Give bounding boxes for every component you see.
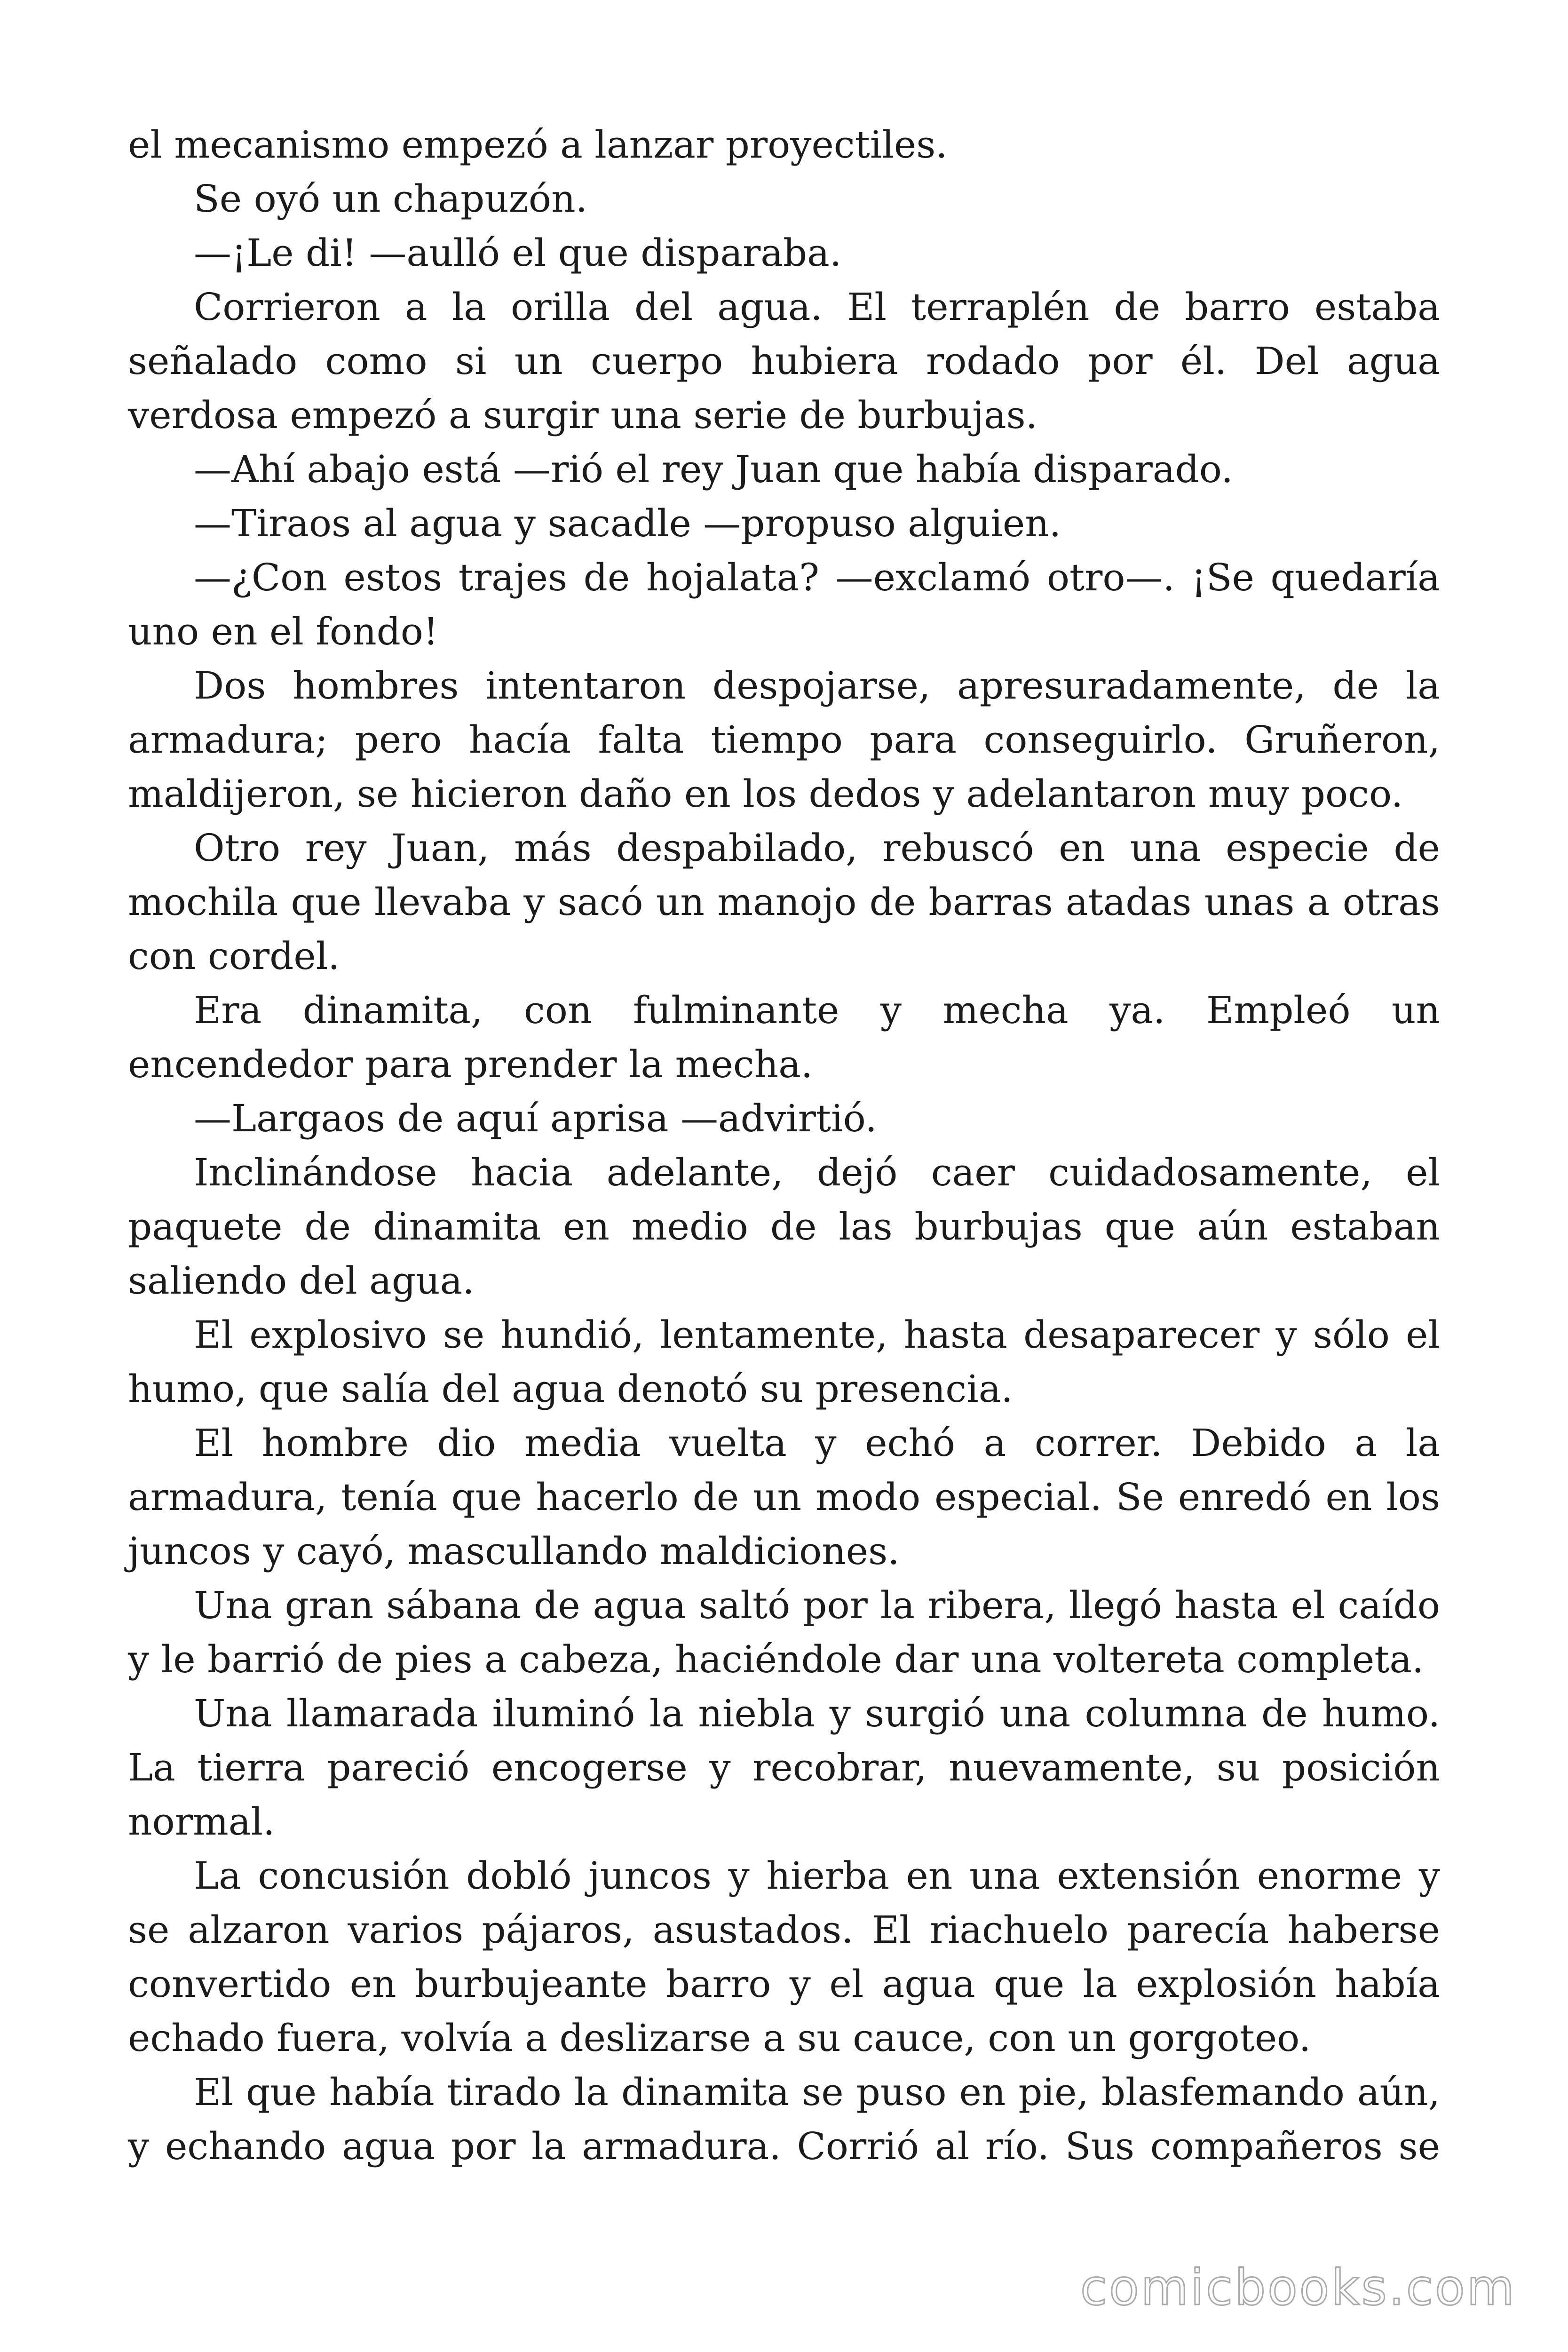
paragraph-7: —¿Con estos trajes de hojalata? —exclamó otro—. ¡Se quedaría uno en el fondo! <box>128 556 1440 653</box>
paragraph-3: —¡Le di! —aulló el que disparaba. <box>194 231 842 275</box>
paragraph-14: El hombre dio media vuelta y echó a correr. Debido a la armadura, tenía que hacerlo de un modo especial. Se enredó en los juncos y cayó, mascullando maldiciones. <box>128 1421 1440 1573</box>
paragraph-13: El explosivo se hundió, lentamente, hasta desaparecer y sólo el humo, que salía del agua denotó su presencia. <box>128 1313 1440 1411</box>
paragraph-10: Era dinamita, con fulminante y mecha ya. Empleó un encendedor para prender la mecha. <box>128 988 1440 1086</box>
paragraph-9: Otro rey Juan, más despabilado, rebuscó en una especie de mochila que llevaba y sacó un manojo de barras atadas unas a otras con cordel. <box>128 826 1440 978</box>
paragraph-11: —Largaos de aquí aprisa —advirtió. <box>194 1097 877 1140</box>
paragraph-4: Corrieron a la orilla del agua. El terraplén de barro estaba señalado como si un cuerpo hubiera rodado por él. Del agua verdosa empezó a surgir una serie de burbujas. <box>128 285 1440 437</box>
paragraph-17: La concusión dobló juncos y hierba en una extensión enorme y se alzaron varios pájaros, asustados. El riachuelo parecía haberse convertido en burbujeante barro y el agua que la explosión había echado fuera, volvía a deslizarse a su cauce, con un gorgoteo. <box>128 1854 1440 2060</box>
watermark: comicbooks.com <box>1080 2259 1516 2316</box>
paragraph-5: —Ahí abajo está —rió el rey Juan que había disparado. <box>194 447 1233 491</box>
paragraph-6: —Tiraos al agua y sacadle —propuso alguien. <box>194 501 1061 545</box>
paragraph-15: Una gran sábana de agua saltó por la ribera, llegó hasta el caído y le barrió de pies a cabeza, haciéndole dar una voltereta completa. <box>128 1583 1440 1681</box>
paragraph-16: Una llamarada iluminó la niebla y surgió una columna de humo. La tierra pareció encogerse y recobrar, nuevamente, su posición normal. <box>128 1692 1440 1843</box>
paragraph-18: El que había tirado la dinamita se puso en pie, blasfemando aún, y echando agua por la armadura. Corrió al río. Sus compañeros se <box>128 2070 1440 2168</box>
paragraph-2: Se oyó un chapuzón. <box>194 177 588 221</box>
paragraph-8: Dos hombres intentaron despojarse, apresuradamente, de la armadura; pero hacía falta tiempo para conseguirlo. Gruñeron, maldijeron, se hicieron daño en los dedos y adelantaron muy poco. <box>128 664 1440 816</box>
paragraph-12: Inclinándose hacia adelante, dejó caer cuidadosamente, el paquete de dinamita en medio de las burbujas que aún estaban saliendo del agua. <box>128 1151 1440 1303</box>
paragraph-1: el mecanismo empezó a lanzar proyectiles. <box>128 123 948 167</box>
page-body <box>128 118 1440 2173</box>
